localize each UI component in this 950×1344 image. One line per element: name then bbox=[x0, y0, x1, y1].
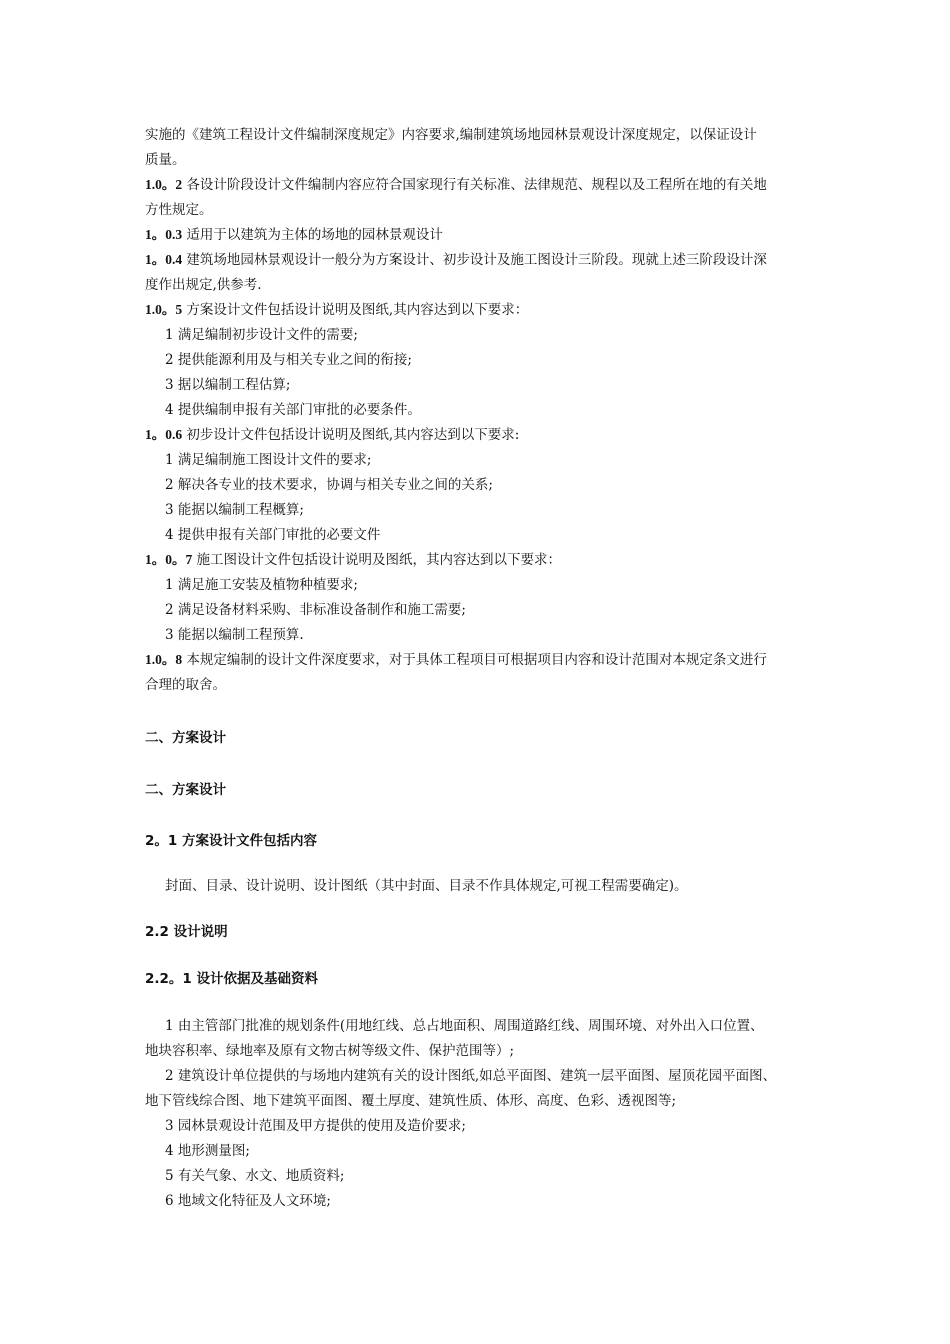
list-item: 1 满足施工安装及植物种植要求; bbox=[165, 577, 358, 593]
list-item: 5 有关气象、水文、地质资料; bbox=[165, 1168, 345, 1184]
section-heading: 二、方案设计 bbox=[145, 730, 226, 746]
clause-1-0-4: 1。0.4 建筑场地园林景观设计一般分为方案设计、初步设计及施工图设计三阶段。现就上述三阶段设计深 bbox=[145, 252, 767, 268]
paragraph-line: 实施的《建筑工程设计文件编制深度规定》内容要求,编制建筑场地园林景观设计深度规定，以保证设计 bbox=[145, 127, 757, 143]
paragraph-line: 合理的取舍。 bbox=[145, 677, 226, 693]
clause-number: 1。0。7 bbox=[145, 552, 193, 567]
clause-1-0-7: 1。0。7 施工图设计文件包括设计说明及图纸，其内容达到以下要求： bbox=[145, 552, 562, 568]
list-item: 2 提供能源利用及与相关专业之间的衔接; bbox=[165, 352, 412, 368]
clause-1-0-6: 1。0.6 初步设计文件包括设计说明及图纸,其内容达到以下要求: bbox=[145, 427, 520, 443]
clause-number: 1。0.4 bbox=[145, 252, 183, 267]
list-item: 3 能据以编制工程预算. bbox=[165, 627, 304, 643]
list-item: 4 地形测量图; bbox=[165, 1143, 250, 1159]
paragraph-line: 质量。 bbox=[145, 152, 186, 168]
list-item: 2 解决各专业的技术要求，协调与相关专业之间的关系; bbox=[165, 477, 493, 493]
list-item: 3 能据以编制工程概算; bbox=[165, 502, 304, 518]
list-item: 3 园林景观设计范围及甲方提供的使用及造价要求; bbox=[165, 1118, 466, 1134]
list-item: 4 提供申报有关部门审批的必要文件 bbox=[165, 527, 381, 543]
clause-number: 1.0。2 bbox=[145, 177, 183, 192]
clause-number: 1.0。5 bbox=[145, 302, 183, 317]
list-item: 2 建筑设计单位提供的与场地内建筑有关的设计图纸,如总平面图、建筑一层平面图、屋顶花园平面图、 bbox=[165, 1068, 777, 1084]
list-item: 1 满足编制施工图设计文件的要求; bbox=[165, 452, 372, 468]
paragraph-line: 方性规定。 bbox=[145, 202, 213, 218]
list-item: 1 由主管部门批准的规划条件(用地红线、总占地面积、周围道路红线、周围环境、对外出入口位置、 bbox=[165, 1018, 764, 1034]
clause-number: 1。0.6 bbox=[145, 427, 183, 442]
paragraph-line: 地下管线综合图、地下建筑平面图、覆土厚度、建筑性质、体形、高度、色彩、透视图等; bbox=[145, 1093, 677, 1109]
paragraph-line: 度作出规定,供参考. bbox=[145, 277, 262, 293]
clause-1-0-2: 1.0。2 各设计阶段设计文件编制内容应符合国家现行有关标准、法律规范、规程以及工程所在地的有关地 bbox=[145, 177, 767, 193]
clause-number: 1。0.3 bbox=[145, 227, 183, 242]
clause-number: 1.0。8 bbox=[145, 652, 183, 667]
subsection-heading: 2.2 设计说明 bbox=[145, 924, 228, 940]
list-item: 2 满足设备材料采购、非标准设备制作和施工需要; bbox=[165, 602, 466, 618]
subsection-heading: 2。1 方案设计文件包括内容 bbox=[145, 833, 317, 849]
clause-1-0-8: 1.0。8 本规定编制的设计文件深度要求，对于具体工程项目可根据项目内容和设计范围对本规定条文进行 bbox=[145, 652, 767, 668]
clause-1-0-3: 1。0.3 适用于以建筑为主体的场地的园林景观设计 bbox=[145, 227, 443, 243]
section-heading: 二、方案设计 bbox=[145, 782, 226, 798]
paragraph-line: 地块容积率、绿地率及原有文物古树等级文件、保护范围等）; bbox=[145, 1043, 515, 1059]
list-item: 1 满足编制初步设计文件的需要; bbox=[165, 327, 358, 343]
paragraph-line: 封面、目录、设计说明、设计图纸（其中封面、目录不作具体规定,可视工程需要确定)。 bbox=[165, 878, 688, 894]
list-item: 6 地域文化特征及人文环境; bbox=[165, 1193, 331, 1209]
list-item: 4 提供编制申报有关部门审批的必要条件。 bbox=[165, 402, 421, 418]
clause-1-0-5: 1.0。5 方案设计文件包括设计说明及图纸,其内容达到以下要求： bbox=[145, 302, 529, 318]
list-item: 3 据以编制工程估算; bbox=[165, 377, 291, 393]
subsection-heading: 2.2。1 设计依据及基础资料 bbox=[145, 971, 319, 987]
